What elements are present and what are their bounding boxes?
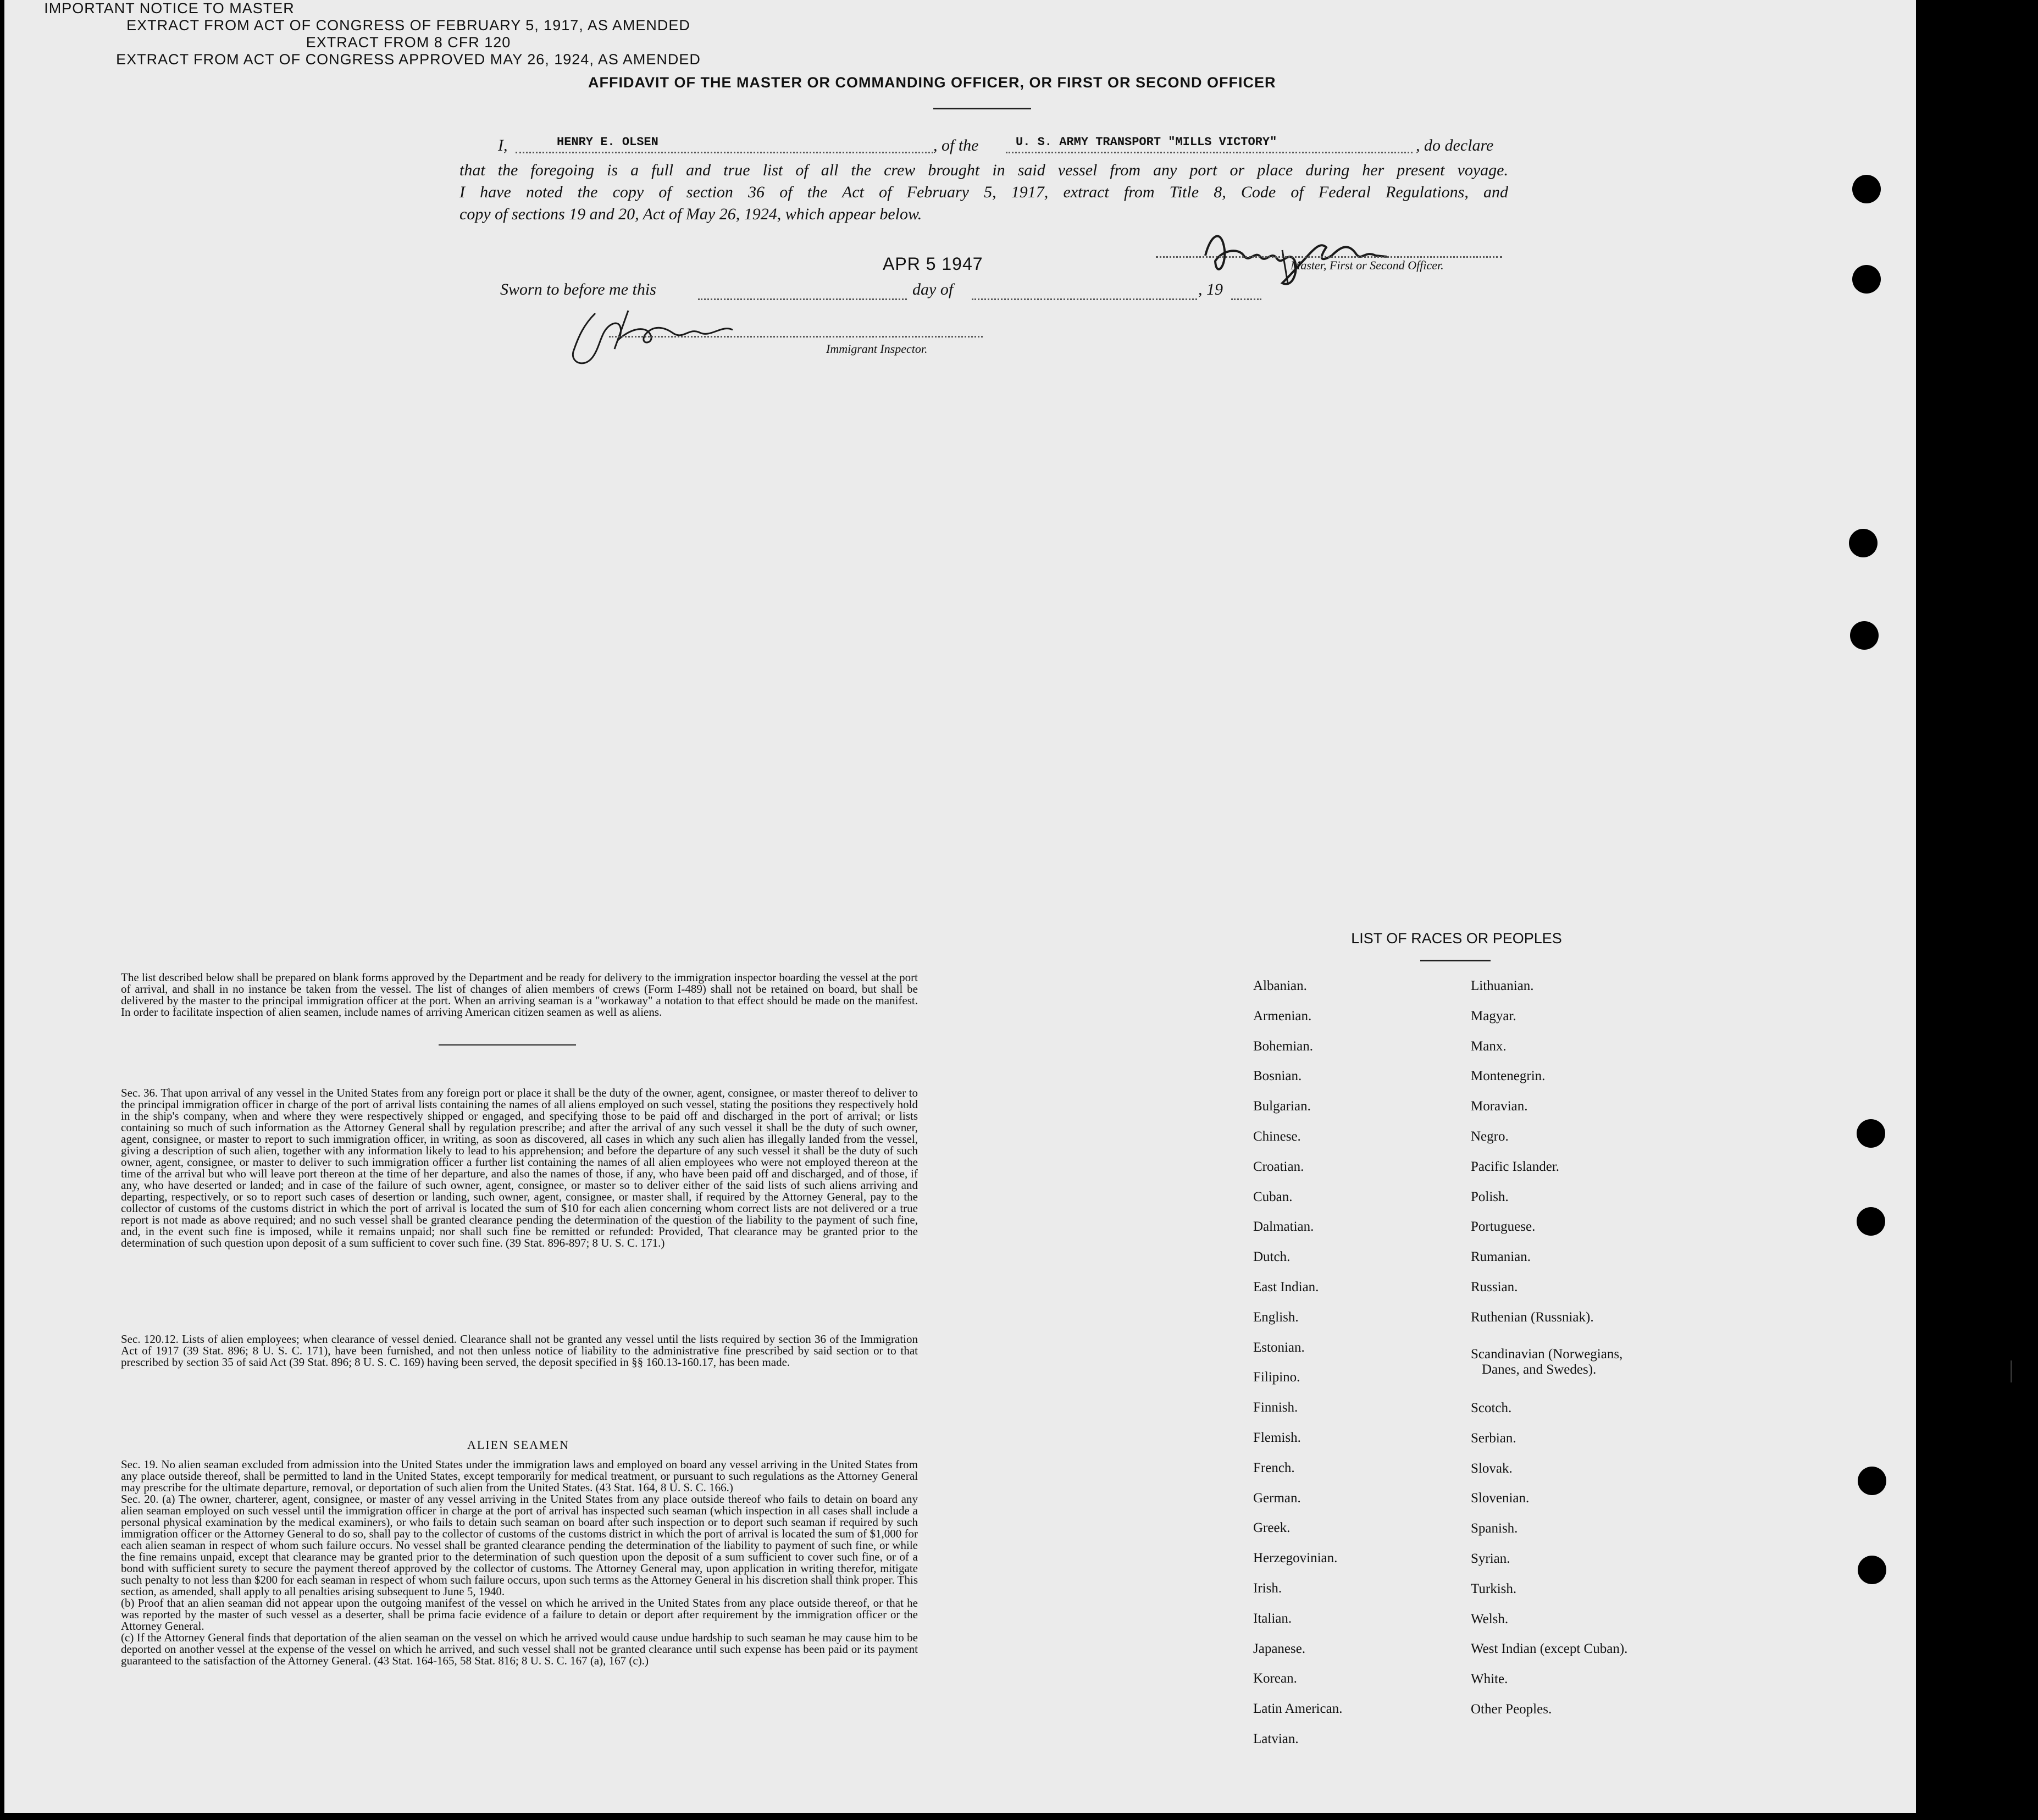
notice-text: The list described below shall be prepared on blank forms approved by the Department and be ready for delivery to the immigration inspector boarding the vessel at the port of arrival, and shall in no instance be taken from the vessel. The list of changes of alien members of crews (Form I-489) shall not be retained on board, but shall be delivered by the master to the principal immigration officer at the port. When an arriving seaman is a "workaway" a notation to that effect should be made on the manifest. In order to facilitate inspection of alien seamen, include names of arriving American citizen seamen as well as aliens. (121, 971, 918, 1019)
extract-1924-heading: EXTRACT FROM ACT OF CONGRESS APPROVED MAY 26, 1924, AS AMENDED (116, 51, 701, 68)
race-item: Korean. (1253, 1671, 1297, 1686)
race-item: White. (1471, 1672, 1508, 1687)
master-signature-caption: Master, First or Second Officer. (1291, 258, 1444, 272)
title-rule (933, 108, 1031, 109)
race-item: Montenegrin. (1471, 1069, 1546, 1084)
race-item: Croatian. (1253, 1159, 1304, 1174)
punch-hole (1849, 529, 1878, 557)
race-item: Herzegovinian. (1253, 1551, 1338, 1566)
vessel-name-field (1006, 136, 1413, 153)
sec-20b: (b) Proof that an alien seaman did not appear upon the outgoing manifest of the vessel on which he arrived in the United States from any place outside thereof, or that he was reported by the master of such vessel as a deserter, shall be prima facie evidence of a failure to detain or deport after requirement by the immigration officer or the Attorney General. (121, 1596, 918, 1633)
race-item: Italian. (1253, 1611, 1292, 1626)
race-item: Greek. (1253, 1520, 1291, 1536)
races-heading: LIST OF RACES OR PEOPLES (1351, 930, 1562, 947)
race-item: Albanian. (1253, 978, 1307, 993)
notice-heading: IMPORTANT NOTICE TO MASTER (44, 0, 295, 16)
race-item: Estonian. (1253, 1340, 1305, 1355)
race-item: English. (1253, 1309, 1299, 1325)
document-sheet (4, 0, 1916, 1813)
margin-mark (2011, 1360, 2012, 1382)
declaration-i: I, (498, 136, 508, 154)
race-item: Cuban. (1253, 1189, 1293, 1204)
inspector-signature (562, 302, 760, 374)
affidavit-title: AFFIDAVIT OF THE MASTER OR COMMANDING OFFICER, OR FIRST OR SECOND OFFICER (588, 74, 1276, 91)
race-item: Irish. (1253, 1581, 1282, 1596)
race-item: Danes, and Swedes). (1482, 1362, 1597, 1377)
extract-1924-text (121, 1459, 918, 1667)
of-the-label: , of the (933, 136, 979, 154)
race-item: French. (1253, 1460, 1295, 1475)
sworn-day-field (698, 283, 907, 300)
extract-cfr-text: Sec. 120.12. Lists of alien employees; when clearance of vessel denied. Clearance shall not be granted any vessel until the lists required by section 36 of the Immigration Act of 1917 (39 Stat. 896; 8 U. S. C. 171), have been furnished, and not then unless notice of liability to the administrative fine prescribed by said section or to that prescribed by section 35 of said Act (39 Stat. 896; 8 U. S. C. 169) having been served, the deposit specified in §§ 160.13-160.17, has been made. (121, 1332, 918, 1369)
race-item: Bulgarian. (1253, 1099, 1311, 1114)
declaration-body (459, 159, 1508, 225)
sec-19: Sec. 19. No alien seaman excluded from admission into the United States under the immigration laws and employed on board any vessel arriving in the United States from any place outside thereof, shall be permitted to land in the United States, except temporarily for medical treatment, or pursuant to such regulations as the Attorney General may prescribe for the ultimate departure, removal, or deportation of such alien from the United States. (43 Stat. 164, 8 U. S. C. 166.) (121, 1458, 918, 1494)
race-item: Lithuanian. (1471, 978, 1534, 993)
race-item: German. (1253, 1490, 1301, 1506)
sec-20a: Sec. 20. (a) The owner, charterer, agent, consignee, or master of any vessel arriving in the United States from any place outside thereof who fails to detain on board any alien seaman employed on such vessel until the immigration officer in charge at the port of arrival has inspected such seaman (which inspection in all cases shall include a personal physical examination by the medical examiners), or who fails to detain such seaman on board after such inspection or to deport such seaman if required by such immigration officer or the Attorney General to do so, shall pay to the collector of customs of the customs district in which the port of arrival is located the sum of $1,000 for each alien seaman in respect of whom such failure occurs. No vessel shall be granted clearance pending the determination of the liability to payment of such fine, or while the fine remains unpaid, except that clearance may be granted prior to the determination of such question upon the deposit of a sum sufficient to cover such fine, or of a bond with sufficient surety to secure the payment thereof approved by the collector of customs. The Attorney General may, upon application in writing therefor, mitigate such penalty to not less than $200 for each seaman in respect of whom such failure occurs, upon such terms as the Attorney General in his discretion shall think proper. This section, as amended, shall apply to all penalties arising subsequent to June 5, 1940. (121, 1492, 918, 1598)
race-item: Moravian. (1471, 1099, 1528, 1114)
sec-20c: (c) If the Attorney General finds that deportation of the alien seaman on the vessel on which he arrived would cause undue hardship to such seaman he may cause him to be deported on another vessel at the expense of the vessel on which he arrived, and such vessel shall not be granted clearance until such expense has been paid or its payment guaranteed to the satisfaction of the Attorney General. (43 Stat. 164-165, 58 Stat. 816; 8 U. S. C. 167 (a), 167 (c).) (121, 1631, 918, 1667)
race-item: Other Peoples. (1471, 1702, 1552, 1717)
extract-1917-text: Sec. 36. That upon arrival of any vessel in the United States from any foreign port or place it shall be the duty of the owner, agent, consignee, or master thereof to deliver to the principal immigration officer in charge of the port of arrival lists containing the names of all aliens employed on such vessel, stating the positions they respectively hold in the ship's company, when and where they were respectively shipped or engaged, and specifying those to be paid off and discharged in the port of arrival; or lists containing so much of such information as the Attorney General shall by regulation prescribe; and after the arrival of any such vessel it shall be the duty of such owner, agent, consignee, or master to report to such immigration officer, in writing, as soon as discovered, all cases in which any such alien has illegally landed from the vessel, giving a description of such alien, together with any information likely to lead to his apprehension; and before the departure of any such vessel it shall be the duty of such owner, agent, consignee, or master to deliver to such immigration officer a further list containing the names of all alien employees who were not employed thereon at the time of the arrival but who will leave port thereon at the time of her departure, and also the names of those, if any, who have been paid off and discharged, and of those, if any, who have deserted or landed; and in case of the failure of such owner, agent, consignee, or master so to deliver either of the said lists of such aliens arriving and departing, respectively, or so to report such cases of desertion or landing, such owner, agent, consignee, or master shall, if required by the Attorney General, pay to the collector of customs of the customs district in which the port of arrival is located the sum of $10 for each alien concerning whom correct lists are not delivered or a true report is not made as above required; and no such vessel shall be granted clearance pending the determination of the question of the liability to the payment of such fine, and, in the event such fine is imposed, while it remains unpaid; nor shall such fine be remitted or refunded: Provided, That clearance may be granted prior to the determination of such question upon deposit of a sum sufficient to cover such fine. (39 Stat. 896-897; 8 U. S. C. 171.) (121, 1086, 918, 1249)
race-item: Syrian. (1471, 1551, 1510, 1566)
sworn-month-field (972, 283, 1197, 300)
punch-hole (1857, 1119, 1885, 1148)
master-name-value: HENRY E. OLSEN (557, 135, 658, 149)
race-item: Scandinavian (Norwegians, (1471, 1347, 1623, 1362)
race-item: Latvian. (1253, 1732, 1299, 1746)
race-item: Welsh. (1471, 1611, 1509, 1627)
do-declare-label: , do declare (1416, 136, 1494, 154)
year-prefix: , 19 (1198, 280, 1223, 298)
race-item: Serbian. (1471, 1430, 1516, 1446)
vessel-name-value: U. S. ARMY TRANSPORT "MILLS VICTORY" (1016, 135, 1277, 149)
race-item: Portuguese. (1471, 1219, 1536, 1235)
declaration-line-2: I have noted the copy of section 36 of the Act of February 5, 1917, extract from Title 8, Code of Federal Regulations, and (459, 183, 1508, 201)
race-item: Latin American. (1253, 1701, 1343, 1717)
notice-rule (439, 1044, 576, 1045)
race-item: Polish. (1471, 1189, 1509, 1204)
races-rule (1420, 960, 1491, 961)
race-item: Slovak. (1471, 1461, 1513, 1476)
race-item: West Indian (except Cuban). (1471, 1641, 1628, 1657)
alien-seamen-subheading: ALIEN SEAMEN (467, 1438, 569, 1452)
race-item: Manx. (1471, 1038, 1507, 1054)
day-of-label: day of (912, 280, 954, 298)
race-item: Ruthenian (Russniak). (1471, 1309, 1594, 1325)
race-item: Spanish. (1471, 1521, 1518, 1536)
punch-hole (1852, 175, 1881, 203)
stamp-date: APR 5 1947 (883, 254, 983, 274)
inspector-caption: Immigrant Inspector. (826, 342, 928, 356)
race-item: Flemish. (1253, 1430, 1301, 1445)
race-item: Bohemian. (1253, 1038, 1314, 1054)
race-item: Filipino. (1253, 1370, 1300, 1385)
race-item: Slovenian. (1471, 1491, 1530, 1506)
inspector-signature-line (609, 320, 983, 338)
race-item: East Indian. (1253, 1280, 1319, 1295)
extract-cfr-heading: EXTRACT FROM 8 CFR 120 (306, 34, 511, 51)
master-signature-line (1156, 241, 1502, 258)
extract-1917-heading: EXTRACT FROM ACT OF CONGRESS OF FEBRUARY 5, 1917, AS AMENDED (126, 17, 690, 34)
race-item: Dalmatian. (1253, 1219, 1314, 1235)
declaration-line-1: that the foregoing is a full and true list of all the crew brought in said vessel from any port or place during her present voyage. (459, 161, 1508, 179)
race-item: Turkish. (1471, 1581, 1517, 1596)
punch-hole (1858, 1556, 1886, 1584)
race-item: Chinese. (1253, 1129, 1301, 1144)
punch-hole (1852, 265, 1881, 294)
sworn-label: Sworn to before me this (500, 280, 656, 298)
race-item: Armenian. (1253, 1008, 1312, 1024)
race-item: Dutch. (1253, 1249, 1291, 1265)
punch-hole (1850, 621, 1879, 650)
race-item: Magyar. (1471, 1008, 1516, 1024)
sworn-year-field (1231, 283, 1261, 300)
race-item: Rumanian. (1471, 1249, 1531, 1265)
race-item: Scotch. (1471, 1401, 1512, 1415)
race-item: Finnish. (1253, 1400, 1298, 1415)
punch-hole (1858, 1467, 1886, 1495)
race-item: Russian. (1471, 1280, 1518, 1295)
punch-hole (1857, 1207, 1885, 1236)
declaration-line-3: copy of sections 19 and 20, Act of May 26, 1924, which appear below. (459, 205, 922, 223)
race-item: Negro. (1471, 1129, 1509, 1144)
race-item: Bosnian. (1253, 1069, 1302, 1084)
race-item: Japanese. (1253, 1641, 1306, 1656)
race-item: Pacific Islander. (1471, 1159, 1560, 1174)
master-name-field (516, 136, 933, 153)
